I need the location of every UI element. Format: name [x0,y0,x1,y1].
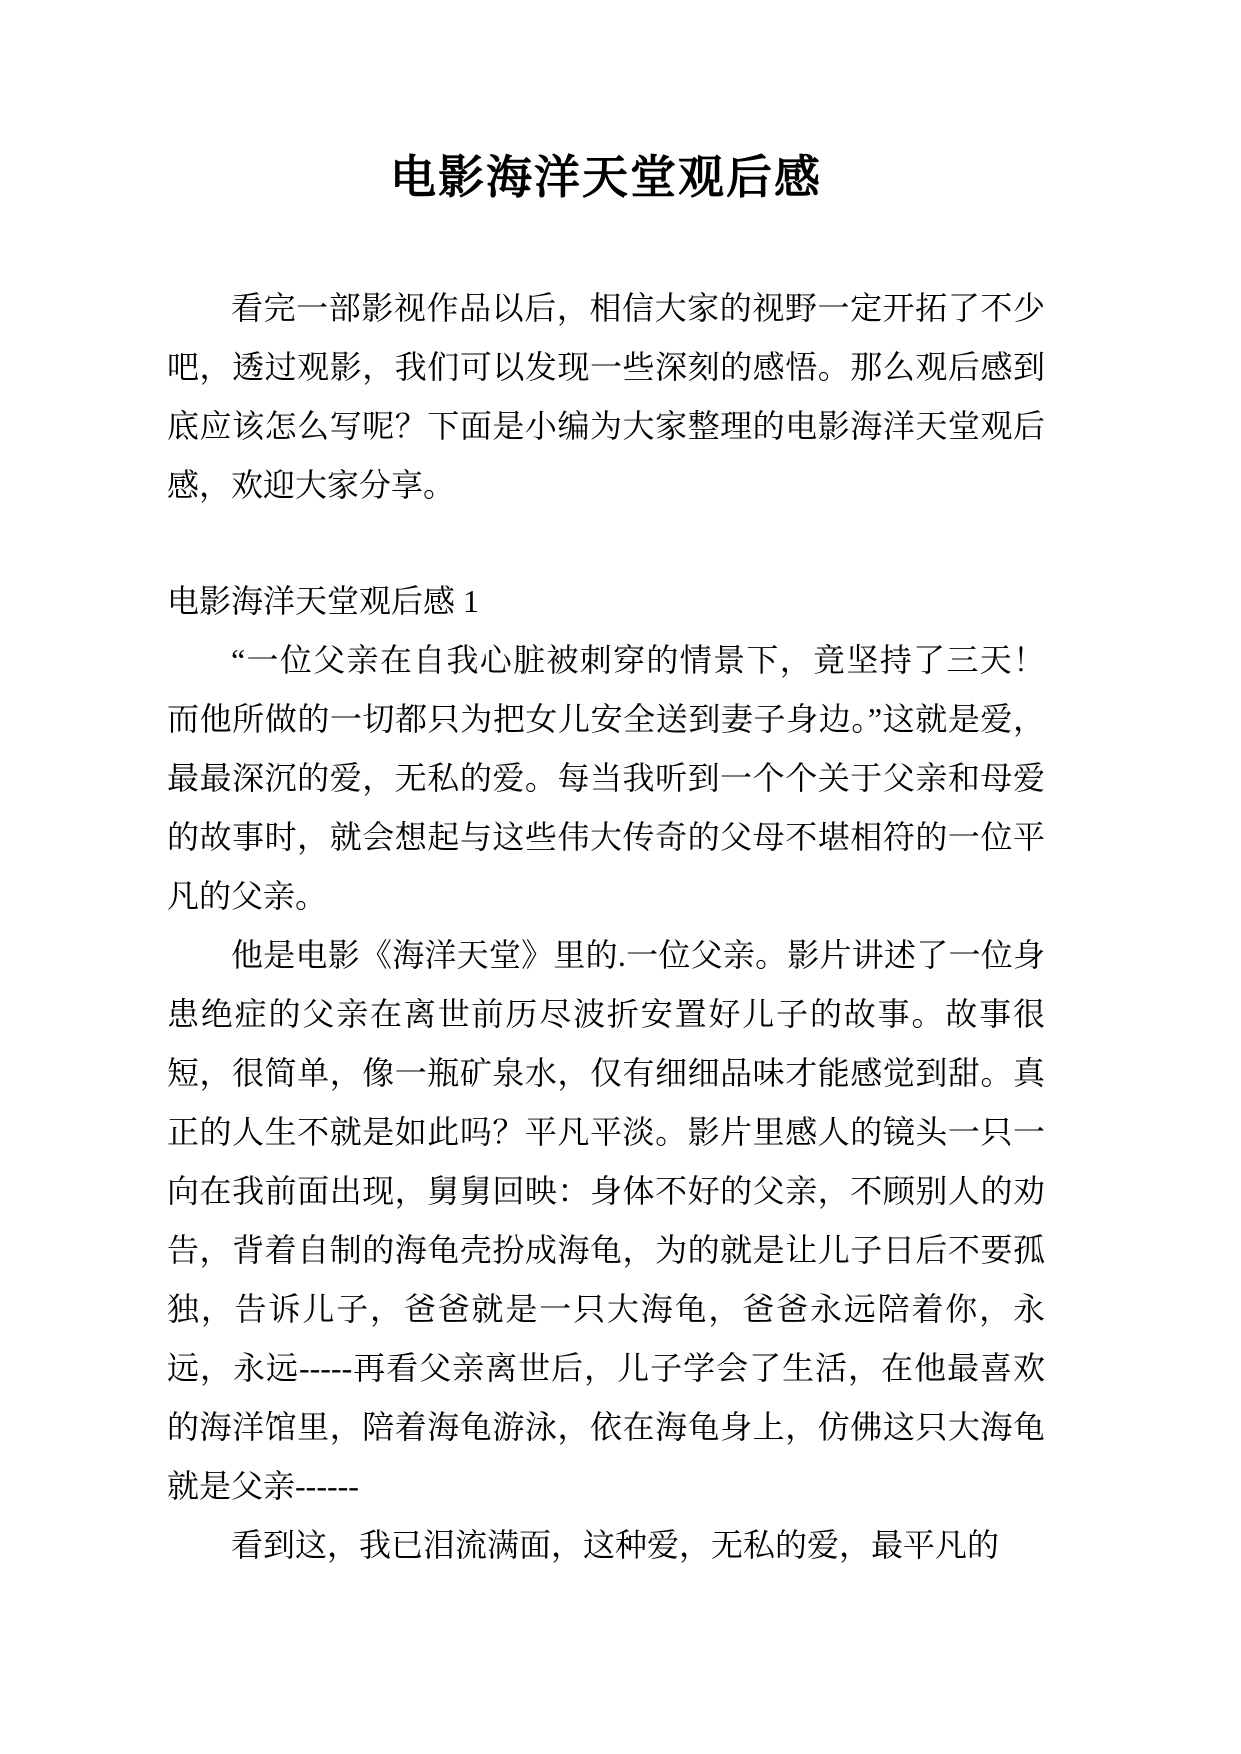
paragraph: 看完一部影视作品以后，相信大家的视野一定开拓了不少吧，透过观影，我们可以发现一些深刻的感悟。那么观后感到底应该怎么写呢？下面是小编为大家整理的电影海洋天堂观后感，欢迎大家分享。 [167,290,1045,503]
paragraph: 他是电影《海洋天堂》里的.一位父亲。影片讲述了一位身患绝症的父亲在离世前历尽波折安置好儿子的故事。故事很短，很简单，像一瓶矿泉水，仅有细细品味才能感觉到甜。真正的人生不就是如此吗？平凡平淡。影片里感人的镜头一只一向在我前面出现，舅舅回映：身体不好的父亲，不顾别人的劝告，背着自制的海龟壳扮成海龟，为的就是让儿子日后不要孤独，告诉儿子，爸爸就是一只大海龟，爸爸永远陪着你，永远，永远-----再看父亲离世后，儿子学会了生活，在他最喜欢的海洋馆里，陪着海龟游泳，依在海龟身上，仿佛这只大海龟就是父亲------ [167,937,1045,1504]
section-heading: 电影海洋天堂观后感 1 [167,583,480,619]
document-body [167,279,1045,1575]
paragraph: “一位父亲在自我心脏被刺穿的情景下，竟坚持了三天！而他所做的一切都只为把女儿安全送到妻子身边。”这就是爱，最最深沉的爱，无私的爱。每当我听到一个个关于父亲和母爱的故事时，就会想起与这些伟大传奇的父母不堪相符的一位平凡的父亲。 [167,642,1045,914]
paragraph: 看到这，我已泪流满面，这种爱，无私的爱，最平凡的 [231,1527,1000,1563]
document-title: 电影海洋天堂观后感 [390,152,822,203]
